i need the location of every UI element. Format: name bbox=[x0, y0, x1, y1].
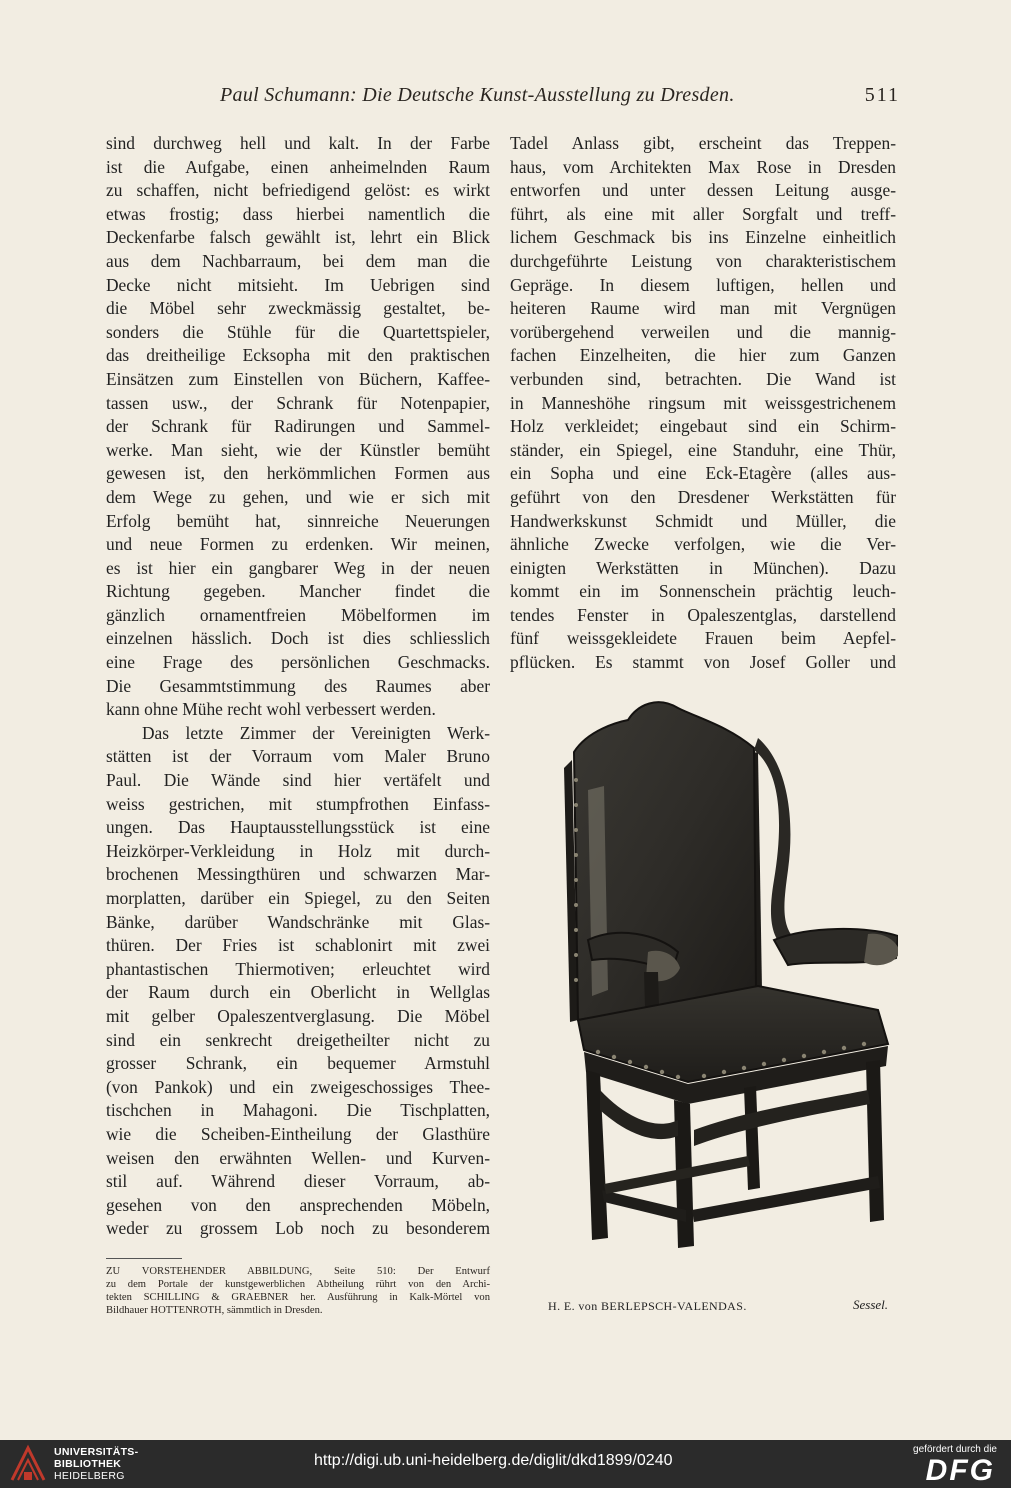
text-line: tassen usw., der Schrank für Notenpapier, bbox=[106, 392, 490, 413]
text-line: ständer, ein Spiegel, eine Standuhr, eine Thür, bbox=[510, 439, 896, 460]
text-line: Decke nicht mitsieht. Im Uebrigen sind bbox=[106, 274, 490, 295]
text-line: vorübergehend verweilen und die mannig- bbox=[510, 321, 896, 342]
text-line: eine Frage des persönlichen Geschmacks. bbox=[106, 652, 490, 673]
dfg-logo: DFG bbox=[925, 1454, 995, 1487]
text-line: das dreitheilige Ecksopha mit den praktischen bbox=[106, 345, 490, 366]
text-line: der Raum durch ein Oberlicht in Wellglas bbox=[106, 982, 490, 1003]
text-line: grosser Schrank, ein bequemer Armstuhl bbox=[106, 1053, 490, 1074]
left-column bbox=[106, 132, 490, 1241]
text-line: fachen Einzelheiten, die hier zum Ganzen bbox=[510, 345, 896, 366]
text-line: (von Pankok) und ein zweigeschossiges Thee- bbox=[106, 1076, 490, 1097]
text-line: geführt von den Dresdener Werkstätten für bbox=[510, 486, 896, 507]
left-paragraph-2 bbox=[106, 722, 490, 1241]
library-name-line: UNIVERSITÄTS- bbox=[54, 1446, 139, 1458]
figure-caption-title: Sessel. bbox=[853, 1297, 889, 1312]
text-line: die Möbel sehr zweckmässig gestaltet, be- bbox=[106, 298, 490, 319]
text-line: etwas frostig; dass hierbei namentlich die bbox=[106, 203, 490, 224]
library-name-line: HEIDELBERG bbox=[54, 1470, 125, 1482]
footnote-line: ZU VORSTEHENDER ABBILDUNG, Seite 510: Der Entwurf bbox=[106, 1266, 490, 1277]
text-line: Bänke, darüber Wandschränke mit Glas- bbox=[106, 911, 490, 932]
right-column bbox=[510, 132, 896, 675]
text-line: Paul. Die Wände sind hier vertäfelt und bbox=[106, 770, 490, 791]
text-line: gänzlich ornamentfreien Möbelformen im bbox=[106, 604, 490, 625]
text-line: durchgeführte Leistung von charakteristischem bbox=[510, 250, 896, 271]
text-line: gewesen ist, den herkömmlichen Formen aus bbox=[106, 463, 490, 484]
text-line: sind durchweg hell und kalt. In der Farbe bbox=[106, 133, 490, 153]
text-line: heiteren Raume wird man mit Vergnügen bbox=[510, 298, 896, 319]
text-line: stätten ist der Vorraum vom Maler Bruno bbox=[106, 746, 490, 767]
text-line: ungen. Das Hauptausstellungsstück ist eine bbox=[106, 817, 490, 838]
armchair-illustration bbox=[548, 690, 898, 1250]
permalink-url[interactable]: http://digi.ub.uni-heidelberg.de/diglit/dkd1899/0240 bbox=[314, 1452, 673, 1469]
funding-note: gefördert durch die bbox=[913, 1444, 997, 1455]
text-line: und neue Formen zu erdenken. Wir meinen, bbox=[106, 534, 490, 555]
text-line: gesehen von den ansprechenden Möbeln, bbox=[106, 1194, 490, 1215]
text-line: Die Gesammtstimmung des Raumes aber bbox=[106, 675, 490, 696]
text-line: Holz verkleidet; eingebaut sind ein Schirm- bbox=[510, 416, 896, 437]
text-line: Handwerkskunst Schmidt und Müller, die bbox=[510, 510, 896, 531]
text-line: thüren. Der Fries ist schablonirt mit zwei bbox=[106, 935, 490, 956]
text-line: kommt ein im Sonnenschein prächtig leuch- bbox=[510, 581, 896, 602]
text-line: werke. Man sieht, wie der Künstler bemüht bbox=[106, 439, 490, 460]
text-line: phantastischen Thiermotiven; erleuchtet wird bbox=[106, 958, 490, 979]
text-line: Richtung gegeben. Mancher findet die bbox=[106, 581, 490, 602]
footnote-line: tekten SCHILLING & GRAEBNER her. Ausführung in Kalk-Mörtel von bbox=[106, 1292, 490, 1303]
text-line: Erfolg bemüht hat, sinnreiche Neuerungen bbox=[106, 510, 490, 531]
text-line: Deckenfarbe falsch gewählt ist, lehrt ein Blick bbox=[106, 227, 490, 248]
text-line: ein Sopha und eine Eck-Etagère (alles aus- bbox=[510, 463, 896, 484]
library-name-line: BIBLIOTHEK bbox=[54, 1458, 122, 1470]
text-line: haus, vom Architekten Max Rose in Dresden bbox=[510, 156, 896, 177]
text-line: in Manneshöhe ringsum mit weissgestrichenem bbox=[510, 392, 896, 413]
viewer-footer bbox=[0, 1440, 1011, 1488]
text-line: ist die Aufgabe, einen anheimelnden Raum bbox=[106, 156, 490, 177]
text-line: verbunden sind, betrachten. Die Wand ist bbox=[510, 368, 896, 389]
running-header bbox=[100, 84, 900, 114]
right-paragraph-1 bbox=[510, 132, 896, 675]
text-line: es ist hier ein gangbarer Weg in der neuen bbox=[106, 557, 490, 578]
text-line: kann ohne Mühe recht wohl verbessert werden. bbox=[106, 699, 436, 720]
text-line: tischchen in Mahagoni. Die Tischplatten, bbox=[106, 1100, 490, 1121]
figure-caption-author: H. E. von BERLEPSCH-VALENDAS. bbox=[548, 1299, 747, 1313]
text-line: sonders die Stühle für die Quartettspieler, bbox=[106, 321, 490, 342]
text-line: Tadel Anlass gibt, erscheint das Treppen- bbox=[510, 133, 896, 153]
text-line: Heizkörper-Verkleidung in Holz mit durch- bbox=[106, 840, 490, 861]
text-line: der Schrank für Radirungen und Sammel- bbox=[106, 416, 490, 437]
footnote-line: Bildhauer HOTTENROTH, sämmtlich in Dresden. bbox=[106, 1305, 323, 1316]
text-line: Einsätzen zum Einstellen von Büchern, Kaffee- bbox=[106, 368, 490, 389]
footnote-line: zu dem Portale der kunstgewerblichen Abtheilung rührt von den Archi- bbox=[106, 1279, 490, 1290]
text-line: lichem Geschmack bis ins Einzelne einheitlich bbox=[510, 227, 896, 248]
page-number: 511 bbox=[864, 84, 900, 106]
text-line: einzelnen hässlich. Doch ist dies schliesslich bbox=[106, 628, 490, 649]
text-line: weiss gestrichen, mit stumpfrothen Einfass- bbox=[106, 793, 490, 814]
text-line: entworfen und unter dessen Leitung ausge- bbox=[510, 180, 896, 201]
text-line: morplatten, darüber ein Spiegel, zu den Seiten bbox=[106, 888, 490, 908]
text-line: zu schaffen, nicht befriedigend gelöst: es wirkt bbox=[106, 180, 490, 201]
text-line: ähnliche Zwecke verfolgen, wie die Ver- bbox=[510, 534, 896, 555]
text-line: weder zu grossem Lob noch zu besonderem bbox=[106, 1218, 490, 1239]
text-line: tendes Fenster in Opaleszentglas, darstellend bbox=[510, 604, 896, 625]
university-library-logo-icon bbox=[8, 1444, 48, 1484]
footnote-rule bbox=[106, 1258, 182, 1259]
text-line: mit gelber Opaleszentverglasung. Die Möbel bbox=[106, 1005, 490, 1026]
text-line: führt, als eine mit aller Sorgfalt und treff- bbox=[510, 203, 896, 224]
text-line: Das letzte Zimmer der Vereinigten Werk- bbox=[142, 722, 490, 743]
text-line: dem Wege zu gehen, und wie er sich mit bbox=[106, 486, 490, 507]
left-paragraph-1 bbox=[106, 132, 490, 722]
text-line: pflücken. Es stammt von Josef Goller und bbox=[510, 652, 896, 673]
text-line: einigten Werkstätten in München). Dazu bbox=[510, 557, 896, 578]
text-line: fünf weissgekleidete Frauen beim Aepfel- bbox=[510, 628, 896, 649]
text-line: weisen den erwähnten Wellen- und Kurven- bbox=[106, 1147, 490, 1168]
text-line: sind ein senkrecht dreigetheilter nicht zu bbox=[106, 1029, 490, 1050]
text-line: brochenen Messingthüren und schwarzen Mar- bbox=[106, 864, 490, 885]
text-line: aus dem Nachbarraum, bei dem man die bbox=[106, 250, 490, 271]
text-line: Gepräge. In diesem luftigen, hellen und bbox=[510, 274, 896, 295]
text-line: wie die Scheiben-Eintheilung der Glasthüre bbox=[106, 1123, 490, 1144]
header-title: Paul Schumann: Die Deutsche Kunst-Ausstellung zu Dresden. bbox=[220, 84, 735, 106]
library-name bbox=[54, 1446, 138, 1482]
text-line: stil auf. Während dieser Vorraum, ab- bbox=[106, 1171, 490, 1192]
footnote bbox=[106, 1258, 490, 1317]
